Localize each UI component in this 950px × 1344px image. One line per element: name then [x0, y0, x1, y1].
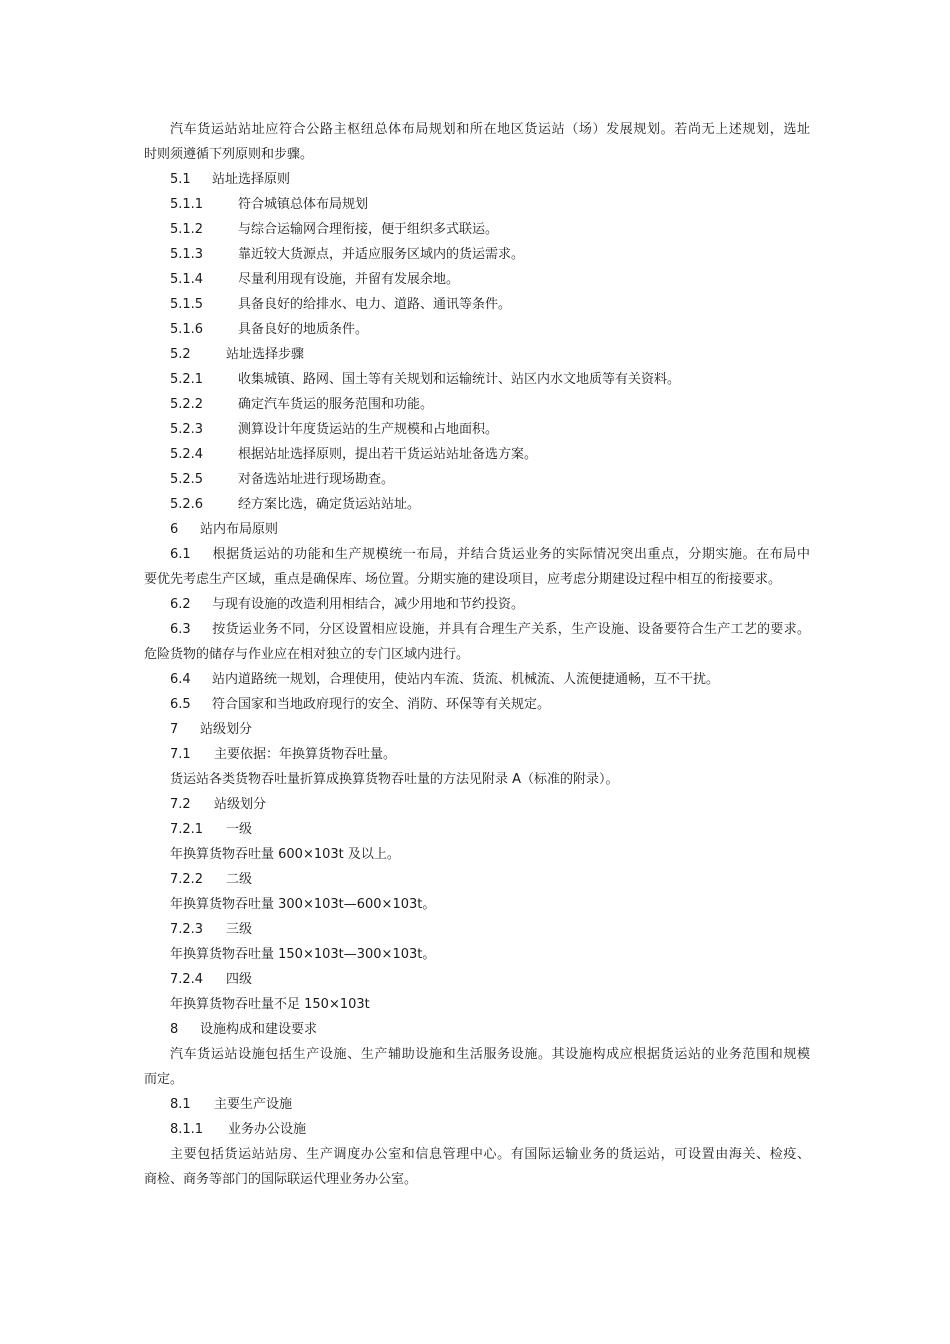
clause-number: 7.2.4: [170, 972, 204, 987]
clause-5-1-3: [144, 242, 810, 267]
clause-text: 四级: [226, 972, 253, 987]
section-8-1-heading: [144, 1092, 810, 1117]
section-title: 设施构成和建设要求: [200, 1022, 318, 1037]
clause-5-1-2: [144, 217, 810, 242]
document-body: [144, 117, 810, 1192]
section-5-1-heading: [144, 167, 810, 192]
clause-7-2-2: [144, 867, 810, 892]
clause-number: 5.1.4: [170, 272, 204, 287]
section-number: 6: [170, 522, 179, 537]
clause-5-2-2: [144, 392, 810, 417]
clause-text: 根据货运站的功能和生产规模统一布局，并结合货运业务的实际情况突出重点，分期实施。在布局中: [212, 547, 810, 562]
clause-number: 7.2.3: [170, 922, 204, 937]
clause-5-1-5: [144, 292, 810, 317]
clause-6-1-line-1: [144, 542, 810, 567]
section-6-heading: [144, 517, 810, 542]
section-title: 站级划分: [214, 797, 267, 812]
clause-7-2-1-note: 年换算货物吞吐量 600×103t 及以上。: [170, 847, 400, 862]
clause-8-1-1-paragraph-line-2: 商检、商务等部门的国际联运代理业务办公室。: [144, 1172, 418, 1187]
clause-text: 站内道路统一规划，合理使用，使站内车流、货流、机械流、人流便捷通畅，互不干扰。: [212, 672, 720, 687]
clause-8-1-1-paragraph-line-1: 主要包括货运站站房、生产调度办公室和信息管理中心。有国际运输业务的货运站，可设置由海关、检疫、: [170, 1147, 810, 1162]
clause-text: 具备良好的给排水、电力、道路、通讯等条件。: [238, 297, 512, 312]
section-8-paragraph-line-2: 而定。: [144, 1072, 184, 1087]
section-8-paragraph-line-1: 汽车货运站设施包括生产设施、生产辅助设施和生活服务设施。其设施构成应根据货运站的业务范围和规模: [170, 1047, 810, 1062]
clause-text: 一级: [226, 822, 253, 837]
clause-8-1-1: [144, 1117, 810, 1142]
section-number: 5.2: [170, 347, 191, 362]
section-number: 8.1: [170, 1097, 191, 1112]
section-title: 站址选择原则: [212, 172, 291, 187]
clause-number: 6.5: [170, 697, 191, 712]
clause-6-1-line-2: 要优先考虑生产区域，重点是确保库、场位置。分期实施的建设项目，应考虑分期建设过程中相互的衔接要求。: [144, 572, 782, 587]
section-number: 5.1: [170, 172, 191, 187]
clause-7-2-4-note: 年换算货物吞吐量不足 150×103t: [170, 997, 370, 1012]
clause-number: 5.2.3: [170, 422, 204, 437]
clause-6-3-line-1: [144, 617, 810, 642]
clause-6-3-line-2: 危险货物的储存与作业应在相对独立的专门区域内进行。: [144, 647, 470, 662]
clause-text: 与综合运输网合理衔接，便于组织多式联运。: [238, 222, 499, 237]
clause-text: 符合城镇总体布局规划: [238, 197, 369, 212]
clause-number: 6.3: [170, 622, 191, 637]
clause-text: 测算设计年度货运站的生产规模和占地面积。: [238, 422, 499, 437]
clause-7-1: [144, 742, 810, 767]
clause-7-1-note: 货运站各类货物吞吐量折算成换算货物吞吐量的方法见附录 A（标准的附录）。: [170, 772, 619, 787]
clause-number: 5.2.2: [170, 397, 204, 412]
section-5-2-heading: [144, 342, 810, 367]
section-title: 站址选择步骤: [226, 347, 305, 362]
clause-5-2-4: [144, 442, 810, 467]
section-number: 7.2: [170, 797, 191, 812]
clause-number: 5.1.5: [170, 297, 204, 312]
clause-7-2-2-note: 年换算货物吞吐量 300×103t—600×103t。: [170, 897, 436, 912]
clause-number: 5.2.1: [170, 372, 204, 387]
clause-text: 符合国家和当地政府现行的安全、消防、环保等有关规定。: [212, 697, 551, 712]
clause-text: 与现有设施的改造利用相结合，减少用地和节约投资。: [212, 597, 525, 612]
clause-5-2-1: [144, 367, 810, 392]
section-title: 站内布局原则: [200, 522, 279, 537]
clause-text: 经方案比选，确定货运站站址。: [238, 497, 421, 512]
clause-5-2-3: [144, 417, 810, 442]
clause-number: 7.2.2: [170, 872, 204, 887]
clause-text: 业务办公设施: [228, 1122, 307, 1137]
clause-number: 7.1: [170, 747, 191, 762]
section-number: 7: [170, 722, 179, 737]
clause-text: 对备选站址进行现场勘查。: [238, 472, 395, 487]
clause-7-2-3: [144, 917, 810, 942]
section-number: 8: [170, 1022, 179, 1037]
clause-text: 靠近较大货源点，并适应服务区域内的货运需求。: [238, 247, 525, 262]
clause-text: 确定汽车货运的服务范围和功能。: [238, 397, 434, 412]
clause-6-4: [144, 667, 810, 692]
clause-number: 5.2.6: [170, 497, 204, 512]
clause-5-2-6: [144, 492, 810, 517]
clause-7-2-3-note: 年换算货物吞吐量 150×103t—300×103t。: [170, 947, 436, 962]
clause-6-5: [144, 692, 810, 717]
clause-5-1-1: [144, 192, 810, 217]
clause-number: 6.1: [170, 547, 191, 562]
clause-text: 按货运业务不同，分区设置相应设施，并具有合理生产关系，生产设施、设备要符合生产工艺的要求。: [212, 622, 810, 637]
clause-text: 收集城镇、路网、国土等有关规划和运输统计、站区内水文地质等有关资料。: [238, 372, 681, 387]
clause-6-2: [144, 592, 810, 617]
clause-number: 5.1.3: [170, 247, 204, 262]
clause-5-2-5: [144, 467, 810, 492]
section-8-heading: [144, 1017, 810, 1042]
intro-paragraph-line-2: 时则须遵循下列原则和步骤。: [144, 147, 314, 162]
clause-number: 5.2.5: [170, 472, 204, 487]
clause-number: 5.1.2: [170, 222, 204, 237]
clause-text: 主要依据：年换算货物吞吐量。: [214, 747, 397, 762]
clause-number: 5.1.6: [170, 322, 204, 337]
clause-text: 二级: [226, 872, 253, 887]
section-7-2-heading: [144, 792, 810, 817]
clause-number: 6.2: [170, 597, 191, 612]
clause-text: 尽量利用现有设施，并留有发展余地。: [238, 272, 460, 287]
clause-7-2-1: [144, 817, 810, 842]
clause-number: 8.1.1: [170, 1122, 204, 1137]
section-7-heading: [144, 717, 810, 742]
section-title: 主要生产设施: [214, 1097, 293, 1112]
clause-number: 5.1.1: [170, 197, 204, 212]
clause-number: 6.4: [170, 672, 191, 687]
intro-paragraph-line-1: 汽车货运站站址应符合公路主枢纽总体布局规划和所在地区货运站（场）发展规划。若尚无上述规划，选址: [170, 122, 810, 137]
clause-5-1-4: [144, 267, 810, 292]
clause-text: 根据站址选择原则，提出若干货运站站址备选方案。: [238, 447, 538, 462]
clause-text: 具备良好的地质条件。: [238, 322, 369, 337]
clause-number: 7.2.1: [170, 822, 204, 837]
section-title: 站级划分: [200, 722, 253, 737]
clause-number: 5.2.4: [170, 447, 204, 462]
clause-5-1-6: [144, 317, 810, 342]
clause-text: 三级: [226, 922, 253, 937]
clause-7-2-4: [144, 967, 810, 992]
